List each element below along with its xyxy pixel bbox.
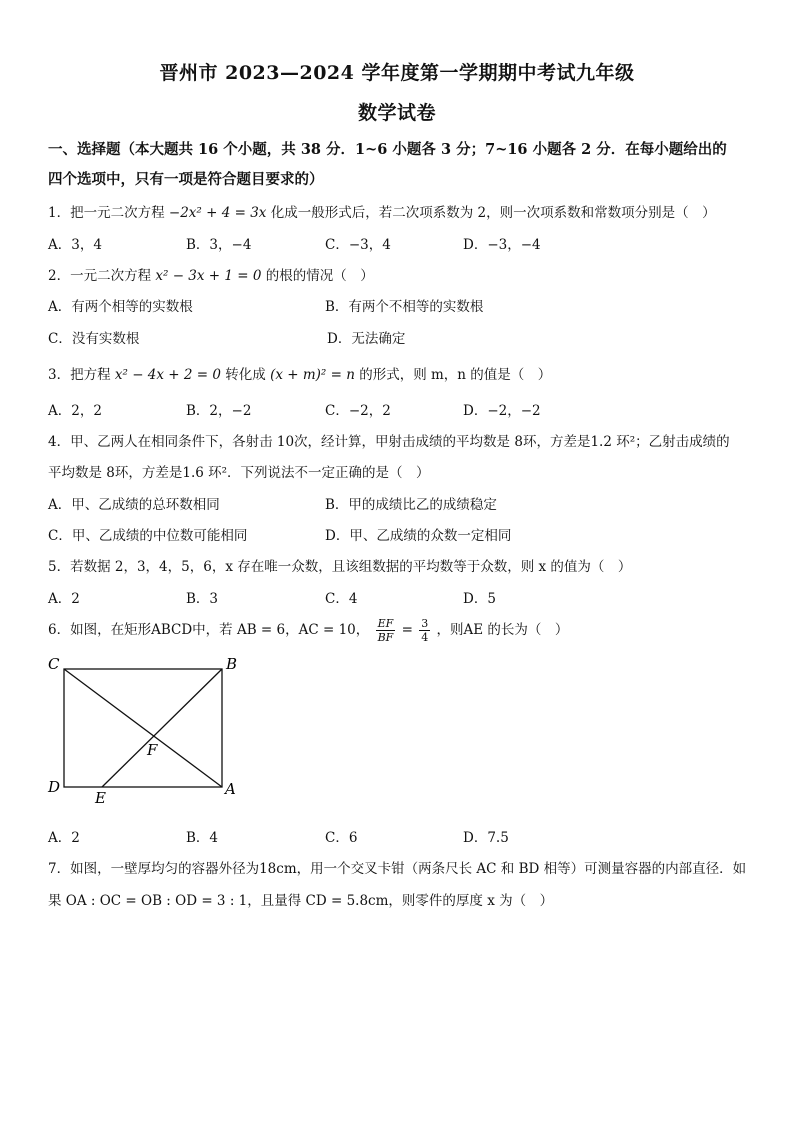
question-1 — [48, 201, 716, 221]
label-b: B — [226, 655, 238, 673]
q2-option-b[interactable]: B．有两个不相等的实数根 — [325, 299, 484, 315]
q5-option-b[interactable]: B．3 — [186, 591, 219, 607]
q3-option-d[interactable]: D．−2，−2 — [463, 403, 541, 419]
question-6 — [48, 617, 568, 644]
q6-option-d[interactable]: D．7.5 — [463, 830, 509, 846]
question-7-line-1: 7．如图，一壁厚均匀的容器外径为18cm，用一个交叉卡钳（两条尺长 AC 和 BD 相等）可测量容器的内部直径．如 — [48, 861, 747, 877]
q3-option-b[interactable]: B．2，−2 — [186, 403, 252, 419]
exam-title: 晋州市 2023—2024 学年度第一学期期中考试九年级 — [159, 62, 635, 84]
question-3 — [48, 363, 551, 383]
q1-equation: −2x² + 4 = 3x — [168, 205, 267, 221]
q6-fraction-value — [419, 617, 430, 644]
q6-frac-denominator: BF — [377, 631, 394, 644]
q6-equals: = — [401, 622, 413, 638]
q1-option-c[interactable]: C．−3，4 — [325, 237, 391, 253]
label-e: E — [95, 789, 106, 807]
q3-pre: 3．把方程 — [48, 367, 111, 383]
question-4-line-1: 4．甲、乙两人在相同条件下，各射击 10次，经计算，甲射击成绩的平均数是 8环，方差是1.2 环²；乙射击成绩的 — [48, 434, 730, 450]
exam-subtitle: 数学试卷 — [357, 102, 436, 124]
q1-post: 化成一般形式后，若二次项系数为 2，则一次项系数和常数项分别是（ ） — [270, 205, 716, 221]
label-c: C — [48, 655, 60, 673]
q5-option-d[interactable]: D．5 — [463, 591, 496, 607]
q4-option-c[interactable]: C．甲、乙成绩的中位数可能相同 — [48, 528, 248, 544]
q6-option-c[interactable]: C．6 — [325, 830, 358, 846]
segment-be — [102, 669, 222, 787]
question-4-line-2: 平均数是 8环，方差是1.6 环²．下列说法不一定正确的是（ ） — [48, 465, 430, 481]
label-a: A — [225, 780, 236, 798]
q2-option-a[interactable]: A．有两个相等的实数根 — [48, 299, 193, 315]
q6-pre: 6．如图，在矩形ABCD中，若 AB = 6，AC = 10， — [48, 622, 370, 638]
q3-mid: 转化成 — [225, 367, 266, 383]
q1-option-d[interactable]: D．−3，−4 — [463, 237, 541, 253]
q2-equation: x² − 3x + 1 = 0 — [155, 268, 262, 284]
label-f: F — [147, 741, 158, 759]
q3-post: 的形式，则 m，n 的值是（ ） — [359, 367, 552, 383]
q4-option-b[interactable]: B．甲的成绩比乙的成绩稳定 — [325, 497, 497, 513]
section-heading-1: 一、选择题（本大题共 16 个小题，共 38 分．1~6 小题各 3 分；7~16 小题各 2 分．在每小题给出的 — [48, 141, 727, 158]
q5-option-c[interactable]: C．4 — [325, 591, 358, 607]
section-heading-2: 四个选项中，只有一项是符合题目要求的） — [48, 171, 324, 188]
q3-option-a[interactable]: A．2，2 — [48, 403, 102, 419]
rectangle-figure — [44, 655, 244, 810]
q4-option-d[interactable]: D．甲、乙成绩的众数一定相同 — [325, 528, 512, 544]
q5-option-a[interactable]: A．2 — [48, 591, 80, 607]
q3-equation-2: (x + m)² = n — [270, 367, 355, 383]
q6-option-a[interactable]: A．2 — [48, 830, 80, 846]
q1-option-a[interactable]: A．3，4 — [48, 237, 102, 253]
q6-value-numerator: 3 — [421, 617, 429, 630]
q6-option-b[interactable]: B．4 — [186, 830, 219, 846]
q3-equation-1: x² − 4x + 2 = 0 — [114, 367, 221, 383]
q4-option-a[interactable]: A．甲、乙成绩的总环数相同 — [48, 497, 220, 513]
q6-value-denominator: 4 — [421, 631, 429, 644]
label-d: D — [48, 778, 61, 796]
q2-option-c[interactable]: C．没有实数根 — [48, 331, 140, 347]
q1-pre: 1．把一元二次方程 — [48, 205, 165, 221]
q2-pre: 2．一元二次方程 — [48, 268, 152, 284]
question-5: 5．若数据 2，3，4，5，6，x 存在唯一众数，且该组数据的平均数等于众数，则 x 的值为（ ） — [48, 559, 632, 575]
q6-fraction-ef-bf — [376, 617, 396, 644]
diagonal-ca — [64, 669, 222, 787]
q2-post: 的根的情况（ ） — [265, 268, 374, 284]
q2-option-d[interactable]: D．无法确定 — [327, 331, 406, 347]
question-7-line-2: 果 OA : OC = OB : OD = 3 : 1，且量得 CD = 5.8cm，则零件的厚度 x 为（ ） — [48, 893, 554, 909]
q6-post: ，则AE 的长为（ ） — [436, 622, 569, 638]
question-2 — [48, 264, 374, 284]
q3-option-c[interactable]: C．−2，2 — [325, 403, 391, 419]
q1-option-b[interactable]: B．3，−4 — [186, 237, 252, 253]
q6-frac-numerator: EF — [376, 617, 396, 631]
